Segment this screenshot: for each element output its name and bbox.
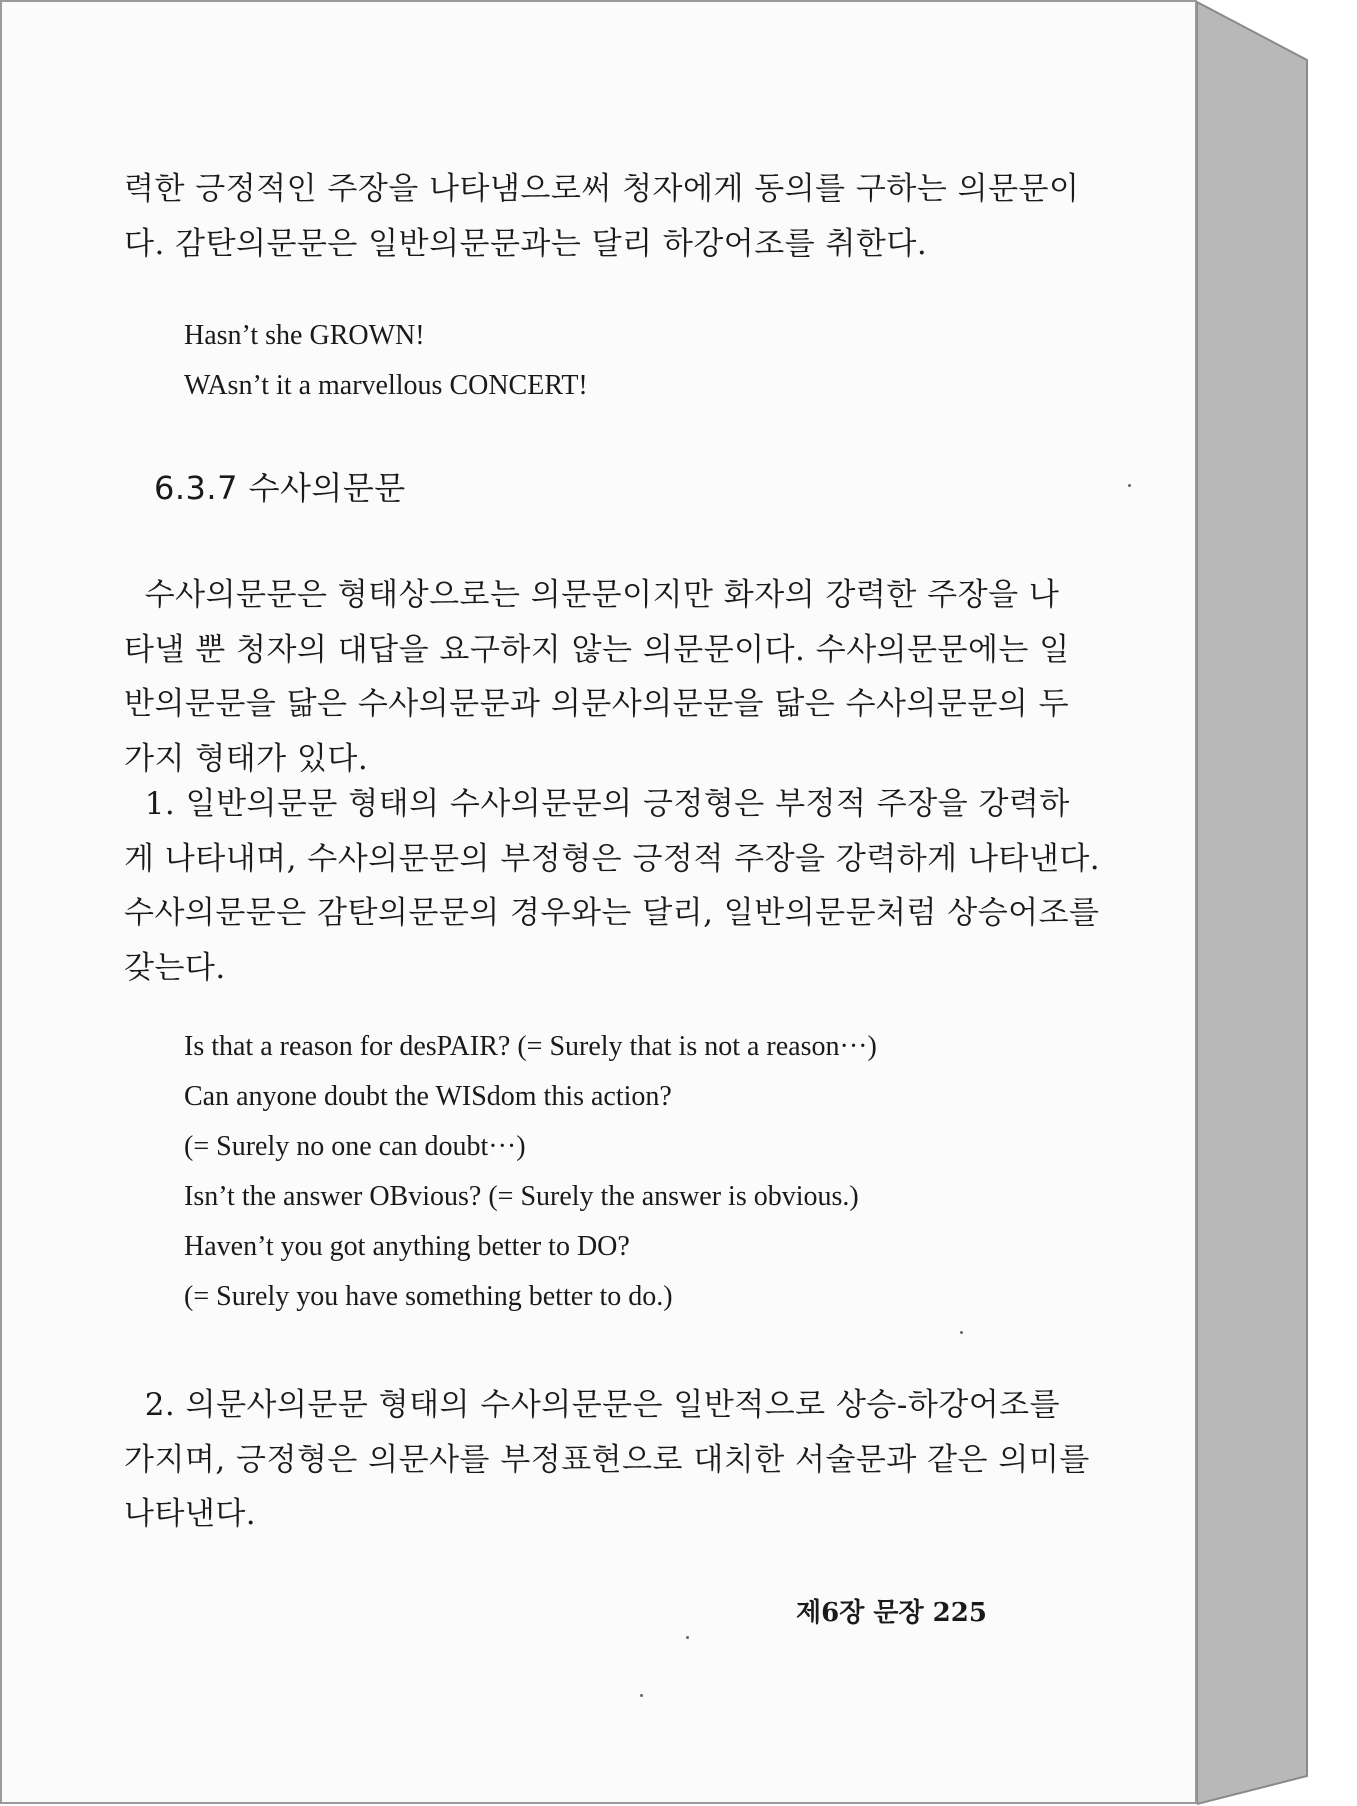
text-line: 가지며, 긍정형은 의문사를 부정표현으로 대치한 서술문과 같은 의미를 <box>124 1441 1090 1478</box>
speck <box>640 1694 643 1697</box>
text-line: 가지 형태가 있다. <box>124 740 369 777</box>
speck <box>1128 484 1131 487</box>
example-line: Haven’t you got anything better to DO? <box>184 1231 630 1262</box>
page-stack-edge <box>1197 0 1317 1806</box>
example-line: Is that a reason for desPAIR? (= Surely that is not a reason···) <box>184 1031 877 1062</box>
intro-paragraph <box>124 162 1080 271</box>
text-line: 수사의문문은 형태상으로는 의문문이지만 화자의 강력한 주장을 나 <box>124 577 1060 613</box>
text-line: 반의문문을 닮은 수사의문문과 의문사의문문을 닮은 수사의문문의 두 <box>124 686 1070 722</box>
example-block-2 <box>184 1022 877 1322</box>
example-line: (= Surely no one can doubt···) <box>184 1131 526 1162</box>
speck <box>686 1636 689 1639</box>
speck <box>960 1331 963 1334</box>
text-line: 력한 긍정적인 주장을 나타냄으로써 청자에게 동의를 구하는 의문문이 <box>124 171 1080 207</box>
example-line: (= Surely you have something better to do.) <box>184 1281 673 1312</box>
example-line: Isn’t the answer OBvious? (= Surely the answer is obvious.) <box>184 1181 859 1212</box>
text-line: 갖는다. <box>124 949 226 986</box>
paragraph-1 <box>124 568 1070 786</box>
text-line: 다. 감탄의문문은 일반의문문과는 달리 하강어조를 취한다. <box>124 225 928 262</box>
text-line: 타낼 뿐 청자의 대답을 요구하지 않는 의문문이다. 수사의문문에는 일 <box>124 631 1070 668</box>
text-line: 1. 일반의문문 형태의 수사의문문의 긍정형은 부정적 주장을 강력하 <box>124 786 1070 822</box>
paragraph-2 <box>124 777 1101 995</box>
example-line: Can anyone doubt the WISdom this action? <box>184 1081 672 1112</box>
text-line: 2. 의문사의문문 형태의 수사의문문은 일반적으로 상승-하강어조를 <box>124 1387 1061 1423</box>
text-line: 나타낸다. <box>124 1496 257 1532</box>
text-line: 게 나타내며, 수사의문문의 부정형은 긍정적 주장을 강력하게 나타낸다. <box>124 840 1101 877</box>
example-line: Hasn’t she GROWN! <box>184 320 425 351</box>
example-block-1 <box>184 311 588 411</box>
paragraph-3 <box>124 1378 1090 1542</box>
example-line: WAsn’t it a marvellous CONCERT! <box>184 370 588 401</box>
text-line: 수사의문문은 감탄의문문의 경우와는 달리, 일반의문문처럼 상승어조를 <box>124 895 1100 931</box>
section-heading: 6.3.7 수사의문문 <box>154 469 406 507</box>
page-footer: 제6장 문장 225 <box>796 1598 987 1628</box>
